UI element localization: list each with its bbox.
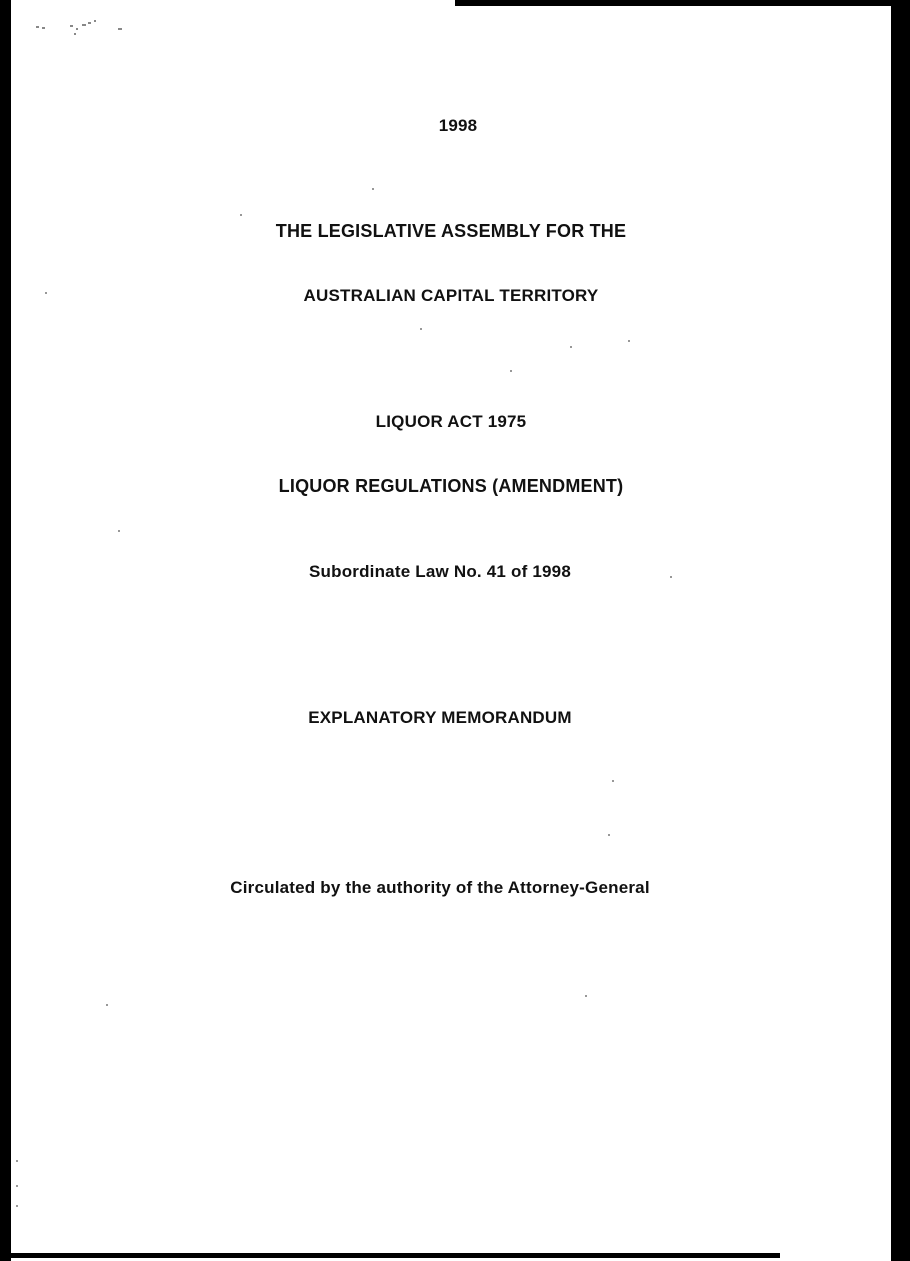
scan-speck [628,340,630,342]
circulated-by-line: Circulated by the authority of the Attorney-General [230,878,650,897]
scan-speck [420,328,422,330]
scan-smudge [34,18,134,38]
memorandum-title: EXPLANATORY MEMORANDUM [308,708,572,727]
subordinate-law-number: Subordinate Law No. 41 of 1998 [308,562,571,581]
territory-heading: AUSTRALIAN CAPITAL TERRITORY [303,286,599,305]
scan-speck [16,1205,18,1207]
scan-speck [118,530,120,532]
scan-border-right [891,0,910,1261]
act-title: LIQUOR ACT 1975 [375,412,527,431]
scan-border-left [0,0,11,1261]
scan-speck [570,346,572,348]
scan-speck [510,370,512,372]
scan-border-top [455,0,910,6]
scan-border-bottom [0,1253,780,1258]
scan-speck [612,780,614,782]
regulations-title: LIQUOR REGULATIONS (AMENDMENT) [278,476,624,496]
assembly-heading: THE LEGISLATIVE ASSEMBLY FOR THE [275,221,627,241]
scan-speck [16,1160,18,1162]
scan-speck [585,995,587,997]
scan-speck [106,1004,108,1006]
scan-speck [16,1185,18,1187]
scan-speck [608,834,610,836]
scan-speck [372,188,374,190]
scan-speck [240,214,242,216]
document-year: 1998 [438,116,478,135]
